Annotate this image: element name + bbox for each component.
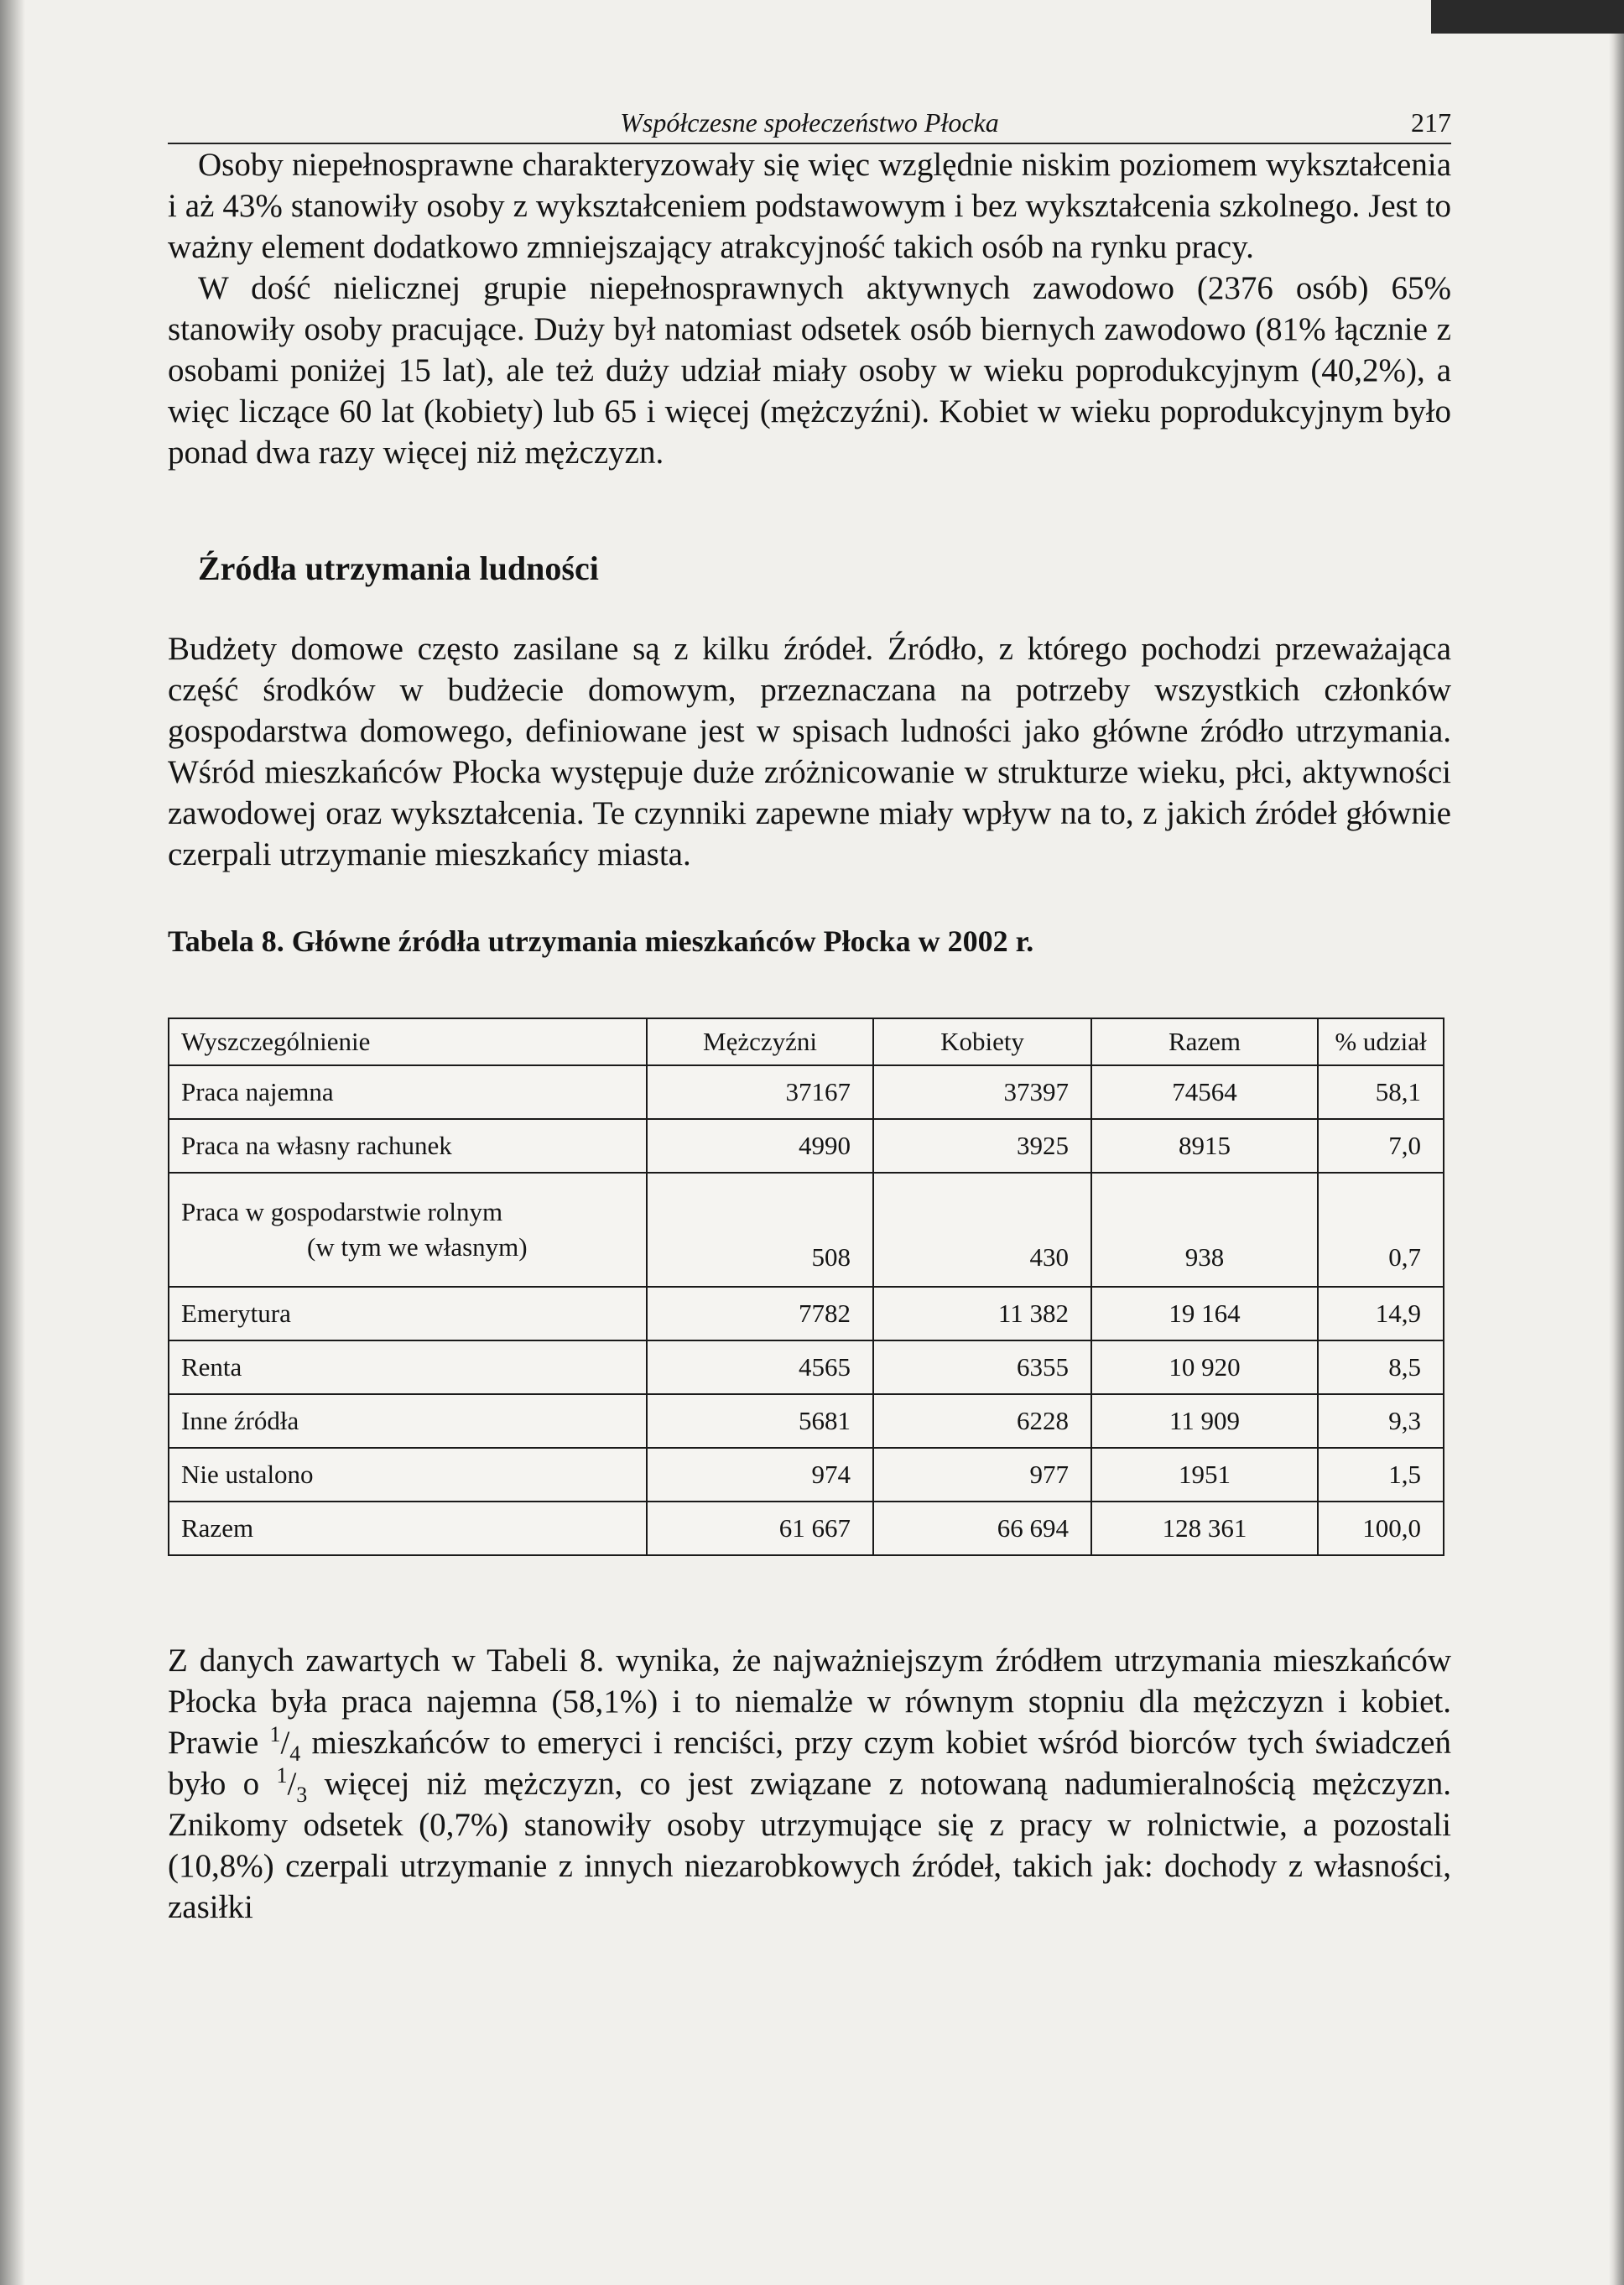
- table-row-total: [169, 1502, 1444, 1555]
- conclusion-text-1: Z danych zawartych w Tabeli 8. wynika, że najważniejszym źródłem utrzymania mieszkańców Płocka była praca najemna (58,1%) i to niemalże w równym stopniu dla mężczyzn i kobiet. Prawie: [168, 1642, 1451, 1761]
- table-row: [169, 1340, 1444, 1394]
- running-head: [168, 101, 1451, 144]
- cell-men: 5681: [647, 1394, 873, 1448]
- header-cell-share: % udział: [1318, 1018, 1444, 1065]
- cell-share: 9,3: [1318, 1394, 1444, 1448]
- row-label: Nie ustalono: [169, 1448, 647, 1502]
- cell-total: 128 361: [1091, 1502, 1318, 1555]
- cell-total: 19 164: [1091, 1287, 1318, 1340]
- header-cell-total: Razem: [1091, 1018, 1318, 1065]
- intro-paragraph-2: W dość nielicznej grupie niepełnosprawnych aktywnych zawodowo (2376 osób) 65% stanowiły osoby pracujące. Duży był natomiast odsetek osób biernych zawodowo (81% łącznie z osobami poniżej 15 lat), ale też duży udział miały osoby w wieku poprodukcyjnym (40,2%), a więc liczące 60 lat (kobiety) lub 65 i więcej (mężczyźni). Kobiet w wieku poprodukcyjnym było ponad dwa razy więcej niż mężczyzn.: [168, 270, 1451, 471]
- cell-men: 37167: [647, 1065, 873, 1119]
- cell-share: 0,7: [1318, 1173, 1444, 1287]
- cell-women: 11 382: [873, 1287, 1091, 1340]
- table-caption: Tabela 8. Główne źródła utrzymania mieszkańców Płocka w 2002 r.: [168, 924, 1034, 958]
- cell-men: 4565: [647, 1340, 873, 1394]
- row-label: Emerytura: [169, 1287, 647, 1340]
- section-heading: Źródła utrzymania ludności: [198, 549, 599, 587]
- conclusion-text-3: więcej niż mężczyzn, co jest związane z notowaną nadumieralnością mężczyzn. Znikomy odsetek (0,7%) stanowiły osoby utrzymujące się z pracy w rolnictwie, a pozostali (10,8%) czerpali utrzymanie z innych niezarobkowych źródeł, takich jak: dochody z własności, zasiłki: [168, 1766, 1451, 1925]
- fraction-third-denominator: 3: [296, 1782, 308, 1807]
- book-page: [168, 101, 1451, 1928]
- running-title: Współczesne społeczeństwo Płocka: [620, 107, 999, 138]
- conclusion-paragraph: Z danych zawartych w Tabeli 8. wynika, że najważniejszym źródłem utrzymania mieszkańców Płocka była praca najemna (58,1%) i to niemalże w równym stopniu dla mężczyzn i kobiet. Prawie $^1/_4$ mieszkańców to emeryci i renciści, przy czym kobiet wśród biorców tych świadczeń było o $^1/_3$ więcej niż mężczyzn, co jest związane z notowaną nadumieralnością mężczyzn. Znikomy odsetek (0,7%) stanowiły osoby utrzymujące się z pracy w rolnictwie, a pozostali (10,8%) czerpali utrzymanie z innych niezarobkowych źródeł, takich jak: dochody z własności, zasiłki: [168, 1642, 1451, 1925]
- row-label: Inne źródła: [169, 1394, 647, 1448]
- row-label: Renta: [169, 1340, 647, 1394]
- cell-share: 7,0: [1318, 1119, 1444, 1173]
- scan-corner: [1431, 0, 1624, 34]
- row-label: [169, 1173, 647, 1287]
- cell-total: 1951: [1091, 1448, 1318, 1502]
- section-paragraph: Budżety domowe często zasilane są z kilku źródeł. Źródło, z którego pochodzi przeważająca część środków w budżecie domowym, przeznaczana na potrzeby wszystkich członków gospodarstwa domowego, definiowane jest w spisach ludności jako główne źródło utrzymania. Wśród mieszkańców Płocka występuje duże zróżnicowanie w strukturze wieku, płci, aktywności zawodowej oraz wykształcenia. Te czynniki zapewne miały wpływ na to, z jakich źródeł głównie czerpali utrzymanie mieszkańcy miasta.: [168, 631, 1451, 872]
- header-cell-women: Kobiety: [873, 1018, 1091, 1065]
- income-sources-table: [168, 1018, 1444, 1556]
- cell-share: 1,5: [1318, 1448, 1444, 1502]
- cell-share: 58,1: [1318, 1065, 1444, 1119]
- cell-women: 66 694: [873, 1502, 1091, 1555]
- scan-edge-right: [1609, 0, 1624, 2285]
- cell-share: 8,5: [1318, 1340, 1444, 1394]
- cell-total: 74564: [1091, 1065, 1318, 1119]
- cell-share: 14,9: [1318, 1287, 1444, 1340]
- row-label: Razem: [169, 1502, 647, 1555]
- scan-edge-left: [0, 0, 25, 2285]
- table-row: [169, 1065, 1444, 1119]
- row-label: Praca na własny rachunek: [169, 1119, 647, 1173]
- fraction-quarter-numerator: 1: [269, 1722, 281, 1746]
- table-row: [169, 1119, 1444, 1173]
- cell-total: 11 909: [1091, 1394, 1318, 1448]
- cell-men: 7782: [647, 1287, 873, 1340]
- page-number: 217: [1411, 107, 1451, 138]
- header-cell-men: Mężczyźni: [647, 1018, 873, 1065]
- cell-share: 100,0: [1318, 1502, 1444, 1555]
- cell-men: 4990: [647, 1119, 873, 1173]
- cell-men: 974: [647, 1448, 873, 1502]
- cell-women: 977: [873, 1448, 1091, 1502]
- table-row: [169, 1448, 1444, 1502]
- cell-women: 3925: [873, 1119, 1091, 1173]
- intro-paragraph-1: Osoby niepełnosprawne charakteryzowały się więc względnie niskim poziomem wykształcenia i aż 43% stanowiły osoby z wykształceniem podstawowym i bez wykształcenia szkolnego. Jest to ważny element dodatkowo zmniejszający atrakcyjność takich osób na rynku pracy.: [168, 147, 1451, 265]
- row-label: Praca najemna: [169, 1065, 647, 1119]
- row-label-line-2: (w tym we własnym): [307, 1232, 528, 1262]
- table-row: [169, 1394, 1444, 1448]
- conclusion-text-2: mieszkańców to emeryci i renciści, przy czym kobiet wśród biorców tych świadczeń było o: [168, 1725, 1451, 1802]
- cell-total: 938: [1091, 1173, 1318, 1287]
- header-cell-category: Wyszczególnienie: [169, 1018, 647, 1065]
- fraction-third-numerator: 1: [276, 1763, 288, 1788]
- cell-men: 508: [647, 1173, 873, 1287]
- table-row: [169, 1173, 1444, 1287]
- row-label-line-1: Praca w gospodarstwie rolnym: [181, 1197, 503, 1226]
- cell-total: 8915: [1091, 1119, 1318, 1173]
- cell-men: 61 667: [647, 1502, 873, 1555]
- fraction-quarter-denominator: 4: [289, 1741, 301, 1766]
- table-row: [169, 1287, 1444, 1340]
- cell-total: 10 920: [1091, 1340, 1318, 1394]
- cell-women: 6355: [873, 1340, 1091, 1394]
- table-header-row: [169, 1018, 1444, 1065]
- cell-women: 6228: [873, 1394, 1091, 1448]
- cell-women: 37397: [873, 1065, 1091, 1119]
- cell-women: 430: [873, 1173, 1091, 1287]
